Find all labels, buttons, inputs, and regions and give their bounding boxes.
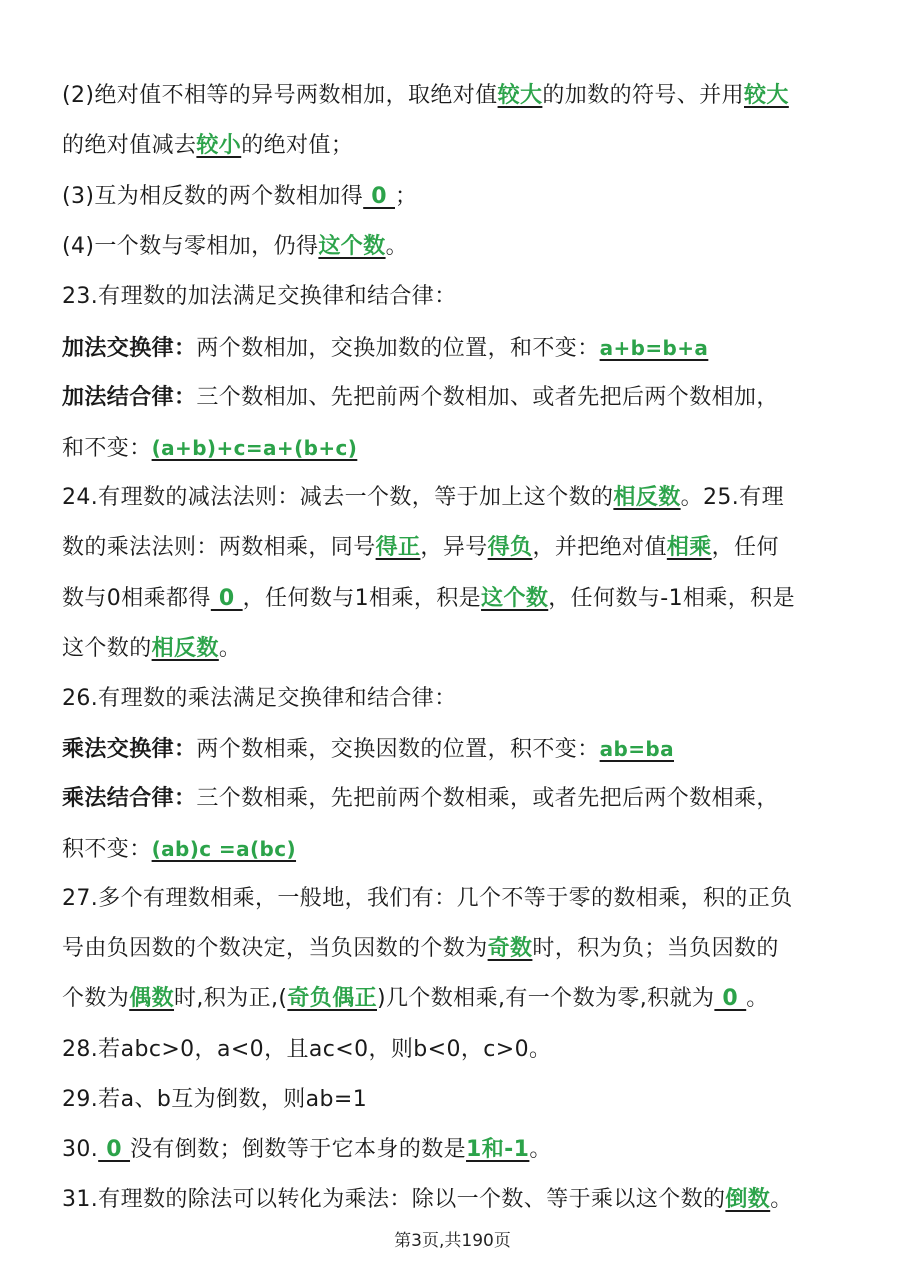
text-segment: 。 bbox=[218, 636, 242, 661]
text-line bbox=[62, 433, 852, 463]
text-segment: 30. bbox=[62, 1137, 99, 1162]
text-segment: 29.若a、b互为倒数，则ab=1 bbox=[62, 1087, 368, 1112]
text-segment: 的绝对值减去 bbox=[62, 133, 197, 158]
text-line bbox=[62, 1085, 852, 1115]
text-segment: 26.有理数的乘法满足交换律和结合律： bbox=[62, 686, 457, 711]
text-line bbox=[62, 834, 852, 864]
answer-blank: (ab)c =a(bc) bbox=[151, 837, 297, 861]
term-label: 乘法交换律： bbox=[62, 737, 197, 762]
answer-blank: 0 bbox=[714, 986, 747, 1011]
text-line bbox=[62, 784, 852, 814]
term-label: 乘法结合律： bbox=[62, 786, 197, 811]
answer-blank: 较小 bbox=[196, 133, 242, 158]
text-segment: 时,积为正,( bbox=[174, 986, 288, 1011]
answer-blank: 1和-1 bbox=[466, 1137, 530, 1162]
answer-blank: 相反数 bbox=[613, 485, 681, 510]
text-line bbox=[62, 383, 852, 413]
answer-blank: 0 bbox=[98, 1137, 131, 1162]
text-line bbox=[62, 232, 852, 262]
answer-blank: a+b=b+a bbox=[599, 336, 709, 360]
text-line bbox=[62, 333, 852, 363]
text-segment: ，任何 bbox=[711, 535, 779, 560]
text-segment: 没有倒数；倒数等于它本身的数是 bbox=[130, 1137, 467, 1162]
answer-blank: 奇负偶正 bbox=[287, 986, 377, 1011]
text-segment: ，任何数与1相乘，积是 bbox=[242, 586, 482, 611]
text-line bbox=[62, 1135, 852, 1165]
text-segment: ，并把绝对值 bbox=[532, 535, 667, 560]
answer-blank: 得负 bbox=[487, 535, 533, 560]
answer-blank: 得正 bbox=[375, 535, 421, 560]
text-line bbox=[62, 1035, 852, 1065]
answer-blank: 较大 bbox=[744, 83, 789, 108]
text-line bbox=[62, 984, 852, 1014]
text-segment: 数的乘法法则：两数相乘，同号 bbox=[62, 535, 376, 560]
text-line bbox=[62, 131, 852, 161]
text-segment: )几个数相乘,有一个数为零,积就为 bbox=[377, 986, 715, 1011]
text-line bbox=[62, 584, 852, 614]
text-segment: 这个数的 bbox=[62, 636, 152, 661]
answer-blank: (a+b)+c=a+(b+c) bbox=[151, 436, 358, 460]
text-line bbox=[62, 1185, 852, 1215]
text-line bbox=[62, 483, 852, 513]
text-line bbox=[62, 533, 852, 563]
text-segment: 积不变： bbox=[62, 837, 152, 862]
text-line bbox=[62, 81, 852, 111]
text-line bbox=[62, 934, 852, 964]
answer-blank: 偶数 bbox=[129, 986, 175, 1011]
text-segment: ，异号 bbox=[420, 535, 488, 560]
text-line bbox=[62, 884, 852, 914]
answer-blank: 这个数 bbox=[481, 586, 549, 611]
text-segment: 两个数相加，交换加数的位置，和不变： bbox=[196, 336, 600, 361]
text-segment: 24.有理数的减法法则：减去一个数，等于加上这个数的 bbox=[62, 485, 614, 510]
text-segment: 三个数相乘，先把前两个数相乘，或者先把后两个数相乘， bbox=[196, 786, 779, 811]
text-segment: (4)一个数与零相加，仍得 bbox=[62, 234, 319, 259]
answer-blank: ab=ba bbox=[599, 737, 674, 761]
text-segment: 和不变： bbox=[62, 436, 152, 461]
answer-blank: 0 bbox=[210, 586, 243, 611]
text-line bbox=[62, 634, 852, 664]
text-line bbox=[62, 282, 852, 312]
text-segment: 23.有理数的加法满足交换律和结合律： bbox=[62, 284, 457, 309]
answer-blank: 这个数 bbox=[318, 234, 386, 259]
text-segment: 。 bbox=[746, 986, 769, 1011]
text-segment: 。 bbox=[529, 1137, 552, 1162]
text-segment: 三个数相加、先把前两个数相加、或者先把后两个数相加， bbox=[196, 385, 779, 410]
text-segment: (3)互为相反数的两个数相加得 bbox=[62, 184, 364, 209]
answer-blank: 相乘 bbox=[666, 535, 712, 560]
text-segment: ； bbox=[395, 184, 418, 209]
answer-blank: 较大 bbox=[497, 83, 543, 108]
text-segment: 27.多个有理数相乘，一般地，我们有：几个不等于零的数相乘，积的正负 bbox=[62, 886, 793, 911]
text-segment: 数与0相乘都得 bbox=[62, 586, 211, 611]
text-segment: 个数为 bbox=[62, 986, 130, 1011]
text-segment: 。25.有理 bbox=[680, 485, 784, 510]
text-line bbox=[62, 734, 852, 764]
text-segment: 时，积为负；当负因数的 bbox=[532, 936, 779, 961]
answer-blank: 相反数 bbox=[151, 636, 219, 661]
text-segment: 号由负因数的个数决定，当负因数的个数为 bbox=[62, 936, 488, 961]
text-line bbox=[62, 684, 852, 714]
term-label: 加法交换律： bbox=[62, 336, 197, 361]
text-segment: 31.有理数的除法可以转化为乘法：除以一个数、等于乘以这个数的 bbox=[62, 1187, 726, 1212]
text-segment: ，任何数与-1相乘，积是 bbox=[548, 586, 795, 611]
text-segment: 的绝对值； bbox=[241, 133, 354, 158]
text-segment: 的加数的符号、并用 bbox=[542, 83, 744, 108]
text-segment: 。 bbox=[385, 234, 408, 259]
text-segment: 两个数相乘，交换因数的位置，积不变： bbox=[196, 737, 600, 762]
text-line bbox=[62, 182, 852, 212]
answer-blank: 倒数 bbox=[725, 1187, 771, 1212]
term-label: 加法结合律： bbox=[62, 385, 197, 410]
page-footer: 第3页,共190页 bbox=[394, 1231, 511, 1251]
text-segment: 28.若abc>0，a<0，且ac<0，则b<0，c>0。 bbox=[62, 1037, 552, 1062]
answer-blank: 奇数 bbox=[487, 936, 533, 961]
text-segment: (2)绝对值不相等的异号两数相加，取绝对值 bbox=[62, 83, 498, 108]
answer-blank: 0 bbox=[363, 184, 395, 209]
text-segment: 。 bbox=[770, 1187, 793, 1212]
